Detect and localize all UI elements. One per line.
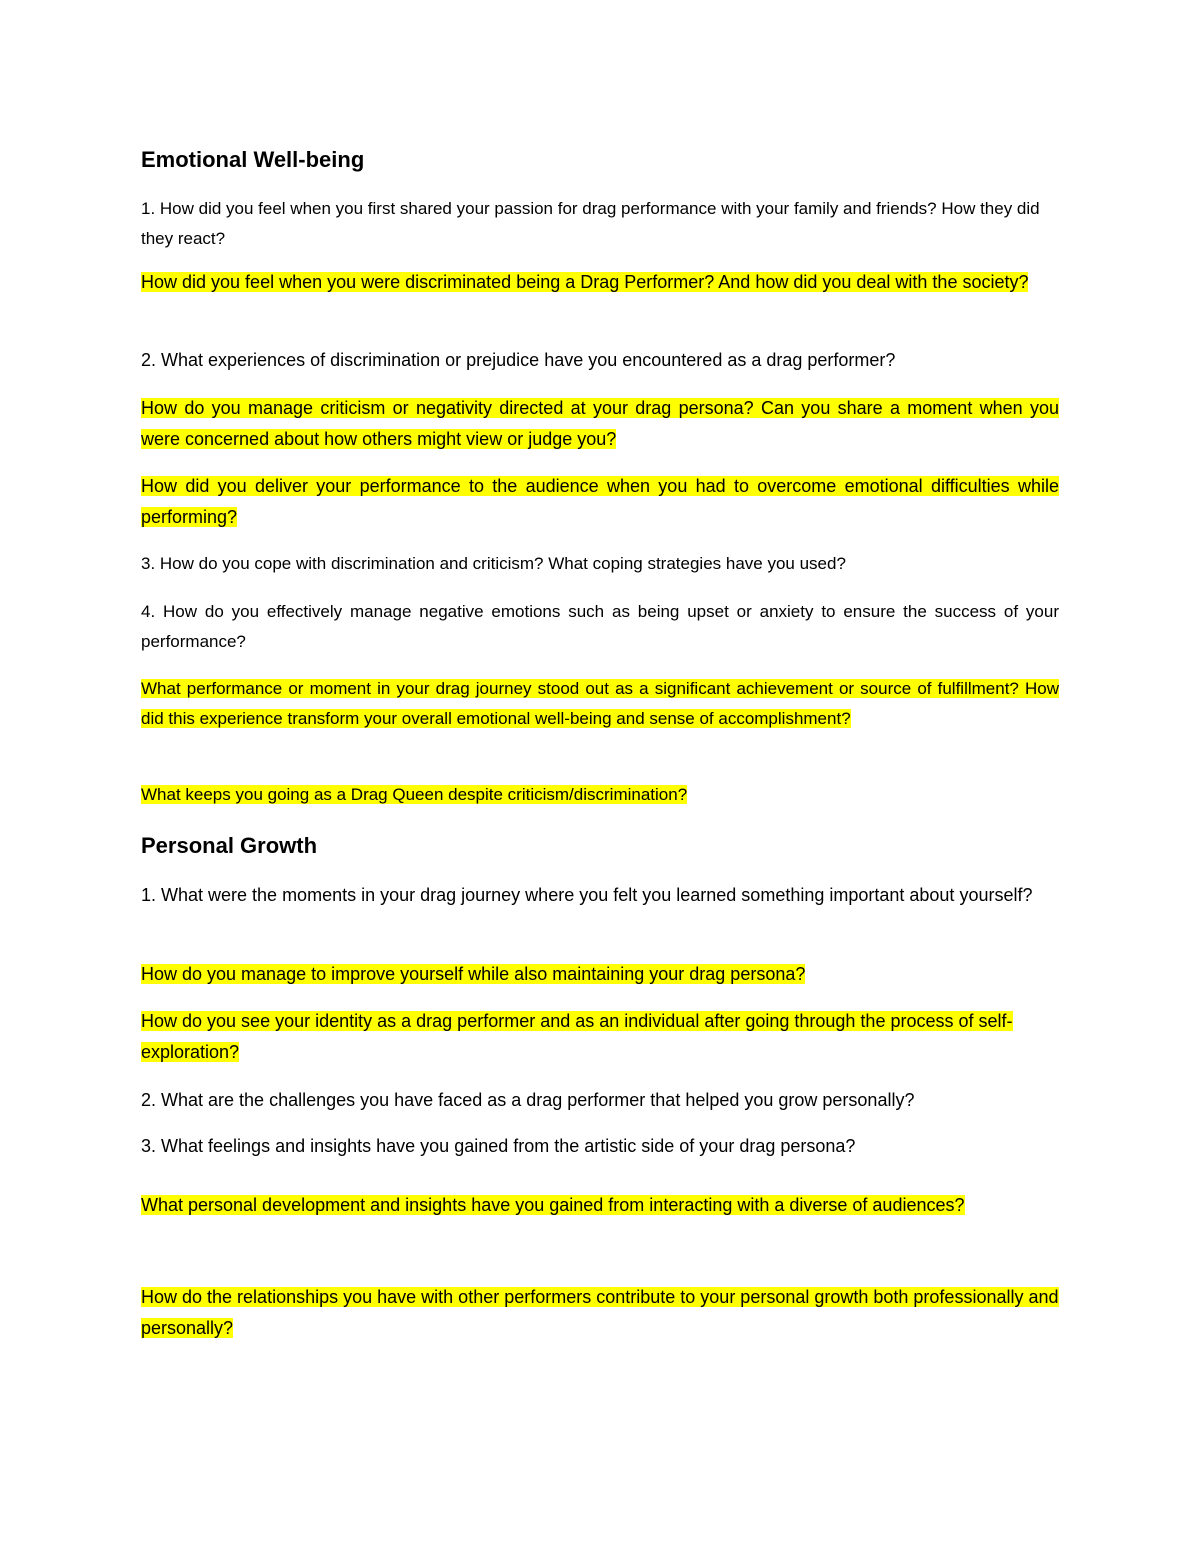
question-emotional-1 [141,194,1059,254]
question-emotional-2 [141,345,1059,376]
highlighted-question [141,1190,1059,1221]
highlighted-text: How do the relationships you have with other performers contribute to your personal growth both professionally and personally? [141,1287,1059,1338]
question-text: 3. What feelings and insights have you gained from the artistic side of your drag persona? [141,1136,856,1156]
question-text: 3. How do you cope with discrimination and criticism? What coping strategies have you used? [141,554,846,573]
highlighted-question [141,393,1059,455]
highlighted-question [141,959,1059,990]
highlighted-question [141,1282,1059,1344]
question-emotional-3 [141,549,1059,579]
question-text: 2. What experiences of discrimination or prejudice have you encountered as a drag performer? [141,350,896,370]
highlighted-text: How do you manage criticism or negativity directed at your drag persona? Can you share a moment when you were concerned about how others might view or judge you? [141,398,1059,449]
highlighted-text: What performance or moment in your drag journey stood out as a significant achievement or source of fulfillment? How did this experience transform your overall emotional well-being and sense of accomplishment? [141,679,1059,728]
question-text: 1. What were the moments in your drag journey where you felt you learned something important about yourself? [141,885,1033,905]
question-growth-2 [141,1085,1059,1116]
question-text: 1. How did you feel when you first shared your passion for drag performance with your family and friends? How they did they react? [141,199,1040,248]
highlighted-question [141,471,1059,533]
highlighted-text: What keeps you going as a Drag Queen despite criticism/discrimination? [141,785,688,804]
highlighted-question [141,780,1059,810]
question-growth-3 [141,1131,1059,1162]
highlighted-text: How did you deliver your performance to the audience when you had to overcome emotional difficulties while performing? [141,476,1059,527]
highlighted-question [141,674,1059,734]
question-growth-1 [141,880,1059,911]
highlighted-text: How did you feel when you were discriminated being a Drag Performer? And how did you deal with the society? [141,272,1029,292]
section-heading-emotional-well-being: Emotional Well-being [141,147,365,172]
highlighted-text: How do you see your identity as a drag performer and as an individual after going through the process of self-exploration? [141,1011,1013,1062]
highlighted-question [141,1006,1059,1068]
highlighted-question [141,267,1059,298]
question-text: 2. What are the challenges you have faced as a drag performer that helped you grow personally? [141,1090,915,1110]
section-heading-personal-growth: Personal Growth [141,833,318,858]
question-text: 4. How do you effectively manage negative emotions such as being upset or anxiety to ensure the success of your performance? [141,602,1059,651]
highlighted-text: What personal development and insights have you gained from interacting with a diverse of audiences? [141,1195,965,1215]
highlighted-text: How do you manage to improve yourself while also maintaining your drag persona? [141,964,806,984]
question-emotional-4 [141,597,1059,657]
